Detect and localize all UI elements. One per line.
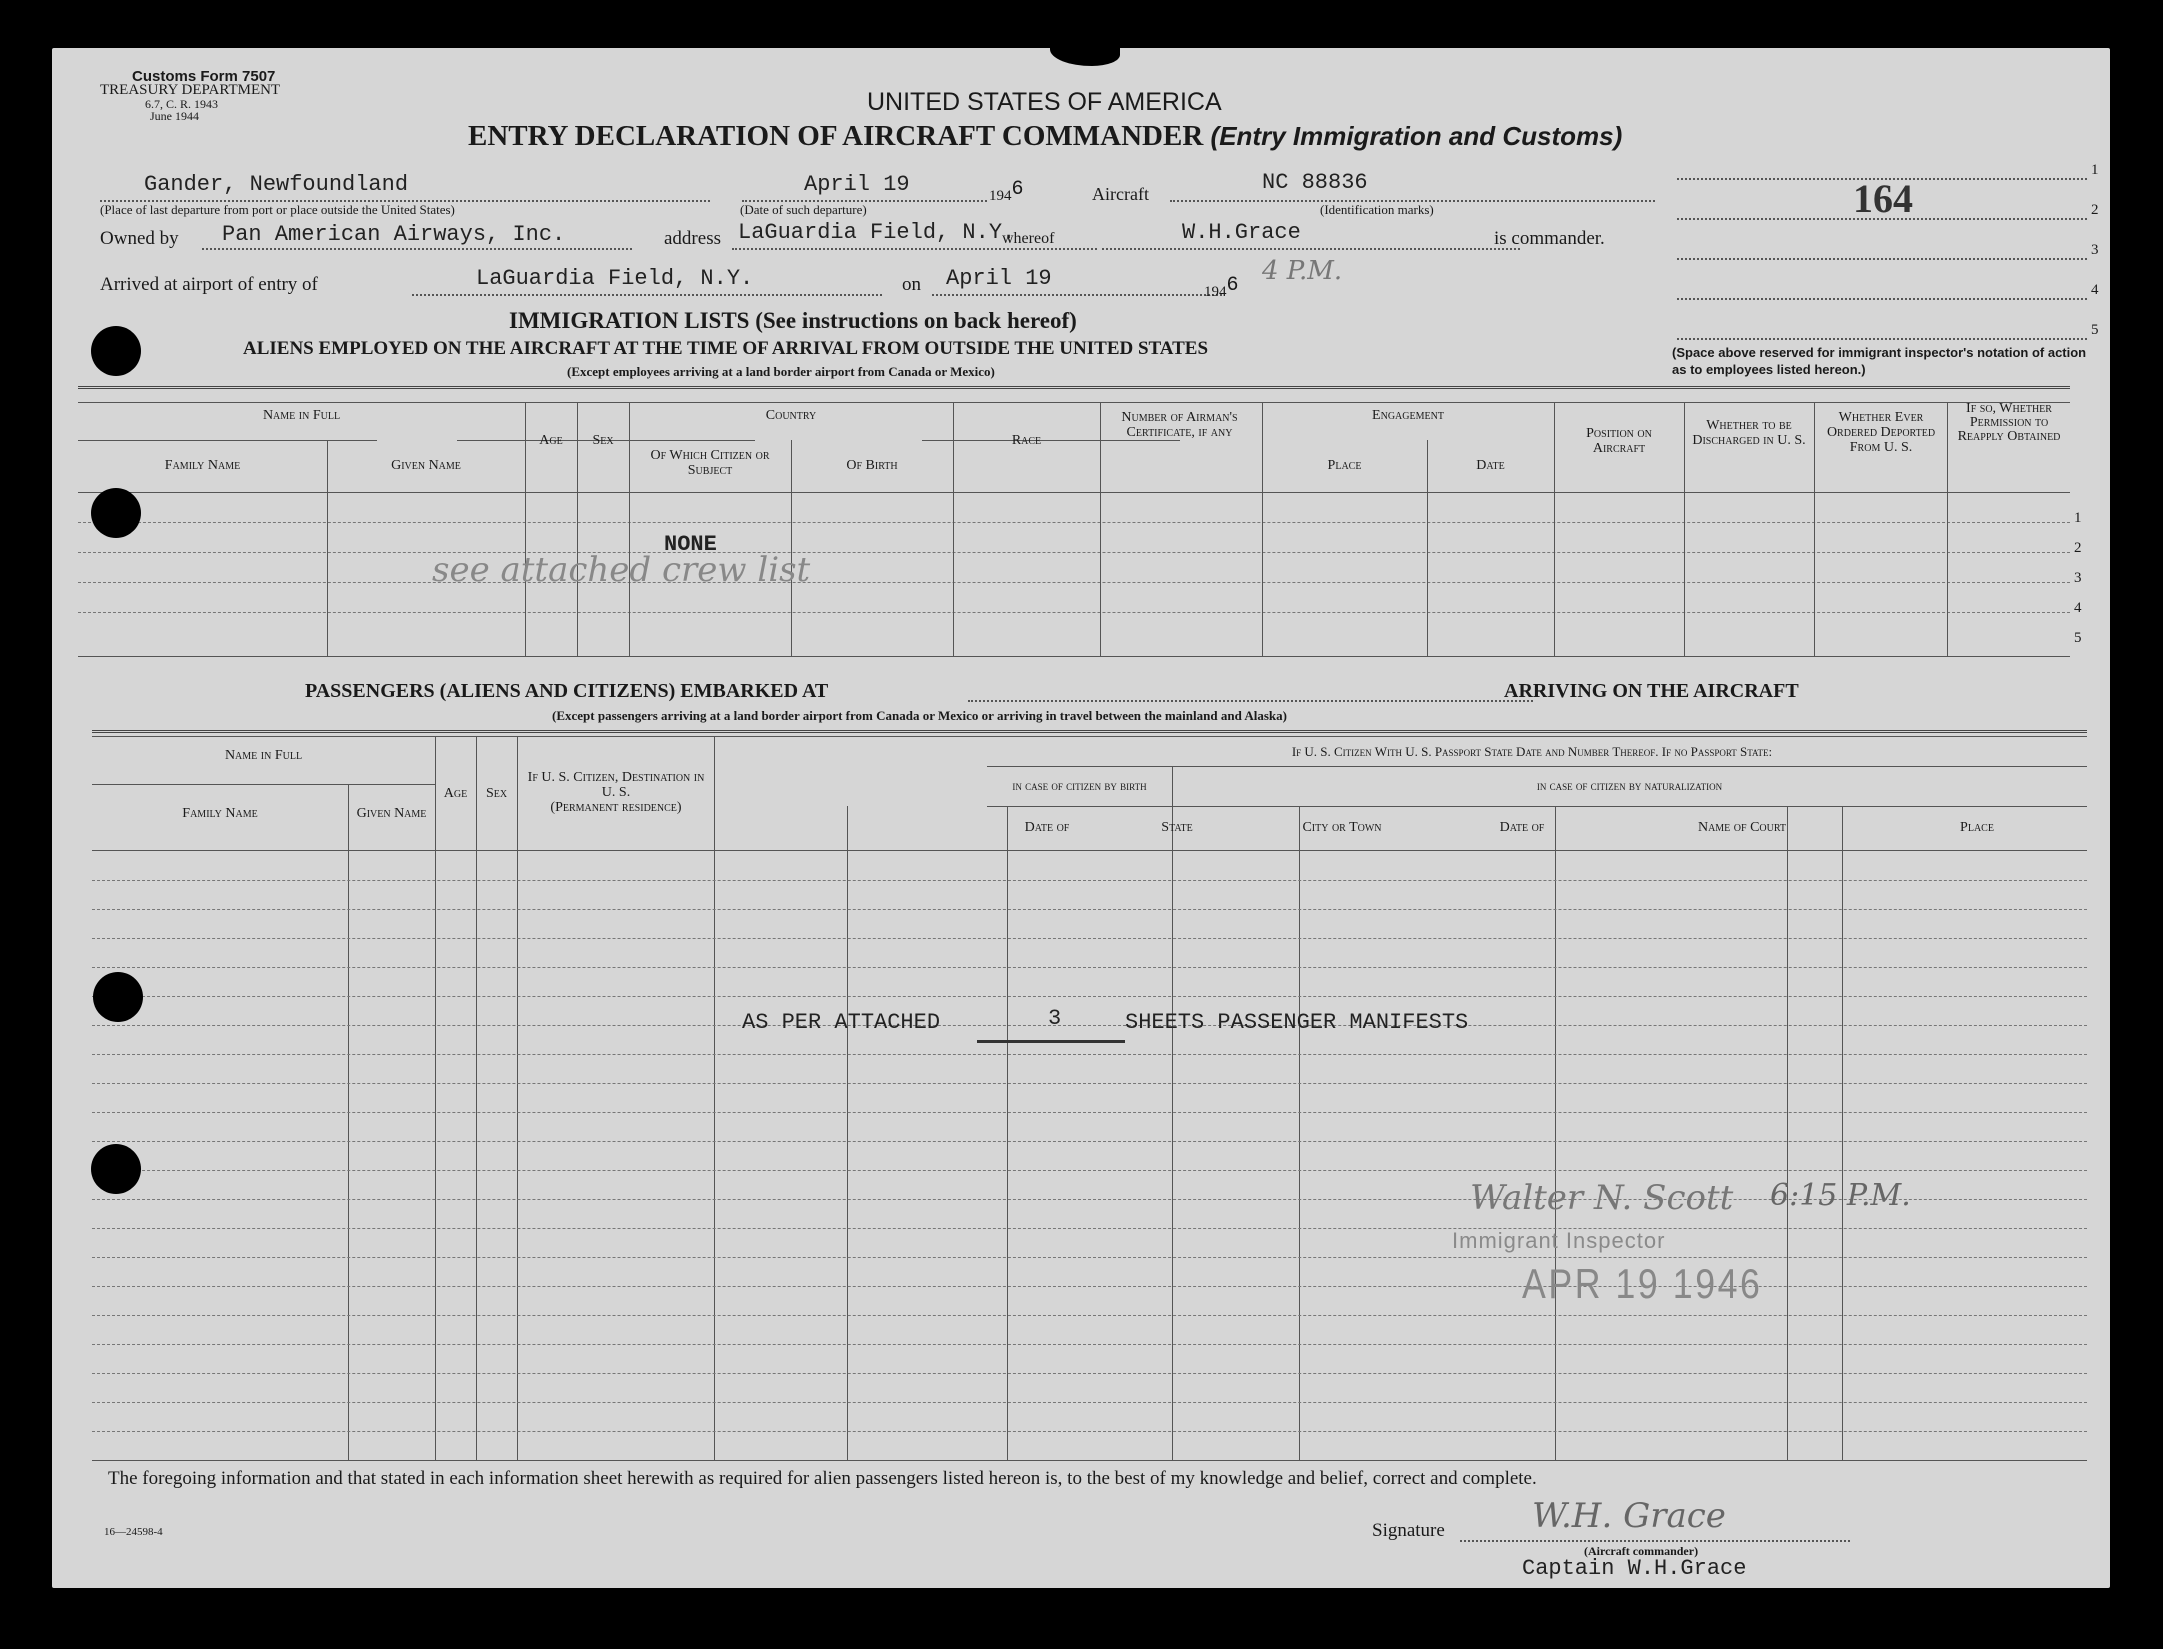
arrival-airport-value: LaGuardia Field, N.Y. — [476, 266, 754, 291]
crew-row-number: 4 — [2074, 600, 2082, 616]
regulation-label: 6.7, C. R. 1943 — [145, 97, 219, 111]
inspector-line-number: 1 — [2091, 162, 2099, 178]
arrived-label: Arrived at airport of entry of — [100, 274, 318, 295]
passenger-row-rule — [92, 1112, 2087, 1113]
inspector-note: (Space above reserved for immigrant inspector's notation of action as to employees listed hereon.) — [1672, 345, 2087, 377]
col-family-name: Family Name — [164, 458, 241, 473]
crew-row-number: 3 — [2074, 570, 2082, 586]
whereof-label: whereof — [1002, 230, 1055, 247]
pcol-date-of-2: Date of — [1499, 820, 1545, 835]
signature-label: Signature — [1372, 1520, 1445, 1541]
inspector-signature: Walter N. Scott — [1470, 1178, 1734, 1218]
pcol-age: Age — [443, 786, 468, 801]
pcol-passport: If U. S. Citizen With U. S. Passport State Date and Number Thereof. If no Passport State: — [1291, 744, 1773, 759]
punch-hole — [91, 488, 141, 538]
col-country: Country — [765, 408, 817, 423]
crew-row-number: 5 — [2074, 630, 2082, 646]
passengers-heading: PASSENGERS (ALIENS AND CITIZENS) EMBARKED AT — [305, 680, 829, 702]
inspector-line-number: 4 — [2091, 282, 2099, 298]
pcol-by-birth: in case of citizen by birth — [1012, 778, 1147, 793]
last-departure-value: Gander, Newfoundland — [144, 172, 409, 197]
aircraft-marks-caption: (Identification marks) — [1320, 202, 1434, 217]
owner-address-value: LaGuardia Field, N.Y. — [738, 220, 1016, 245]
col-deported: Whether Ever Ordered Deported From U. S. — [1826, 410, 1936, 455]
col-discharged: Whether to be Discharged in U. S. — [1692, 418, 1806, 448]
col-citizen-of: Of Which Citizen or Subject — [650, 448, 770, 478]
arrival-date-value: April 19 — [946, 266, 1052, 291]
inspector-line-number: 3 — [2091, 242, 2099, 258]
col-sex: Sex — [592, 433, 614, 448]
pcol-city: City or Town — [1302, 820, 1382, 835]
col-of-birth: Of Birth — [846, 458, 898, 473]
pcol-court: Name of Court — [1697, 820, 1787, 835]
inspector-line-number: 5 — [2091, 322, 2099, 338]
commander-typed-name: Captain W.H.Grace — [1522, 1556, 1747, 1581]
passenger-sheet-count: 3 — [1048, 1006, 1062, 1031]
print-code: 16—24598-4 — [104, 1526, 163, 1538]
passenger-row-rule — [92, 1286, 2087, 1287]
passenger-row-rule — [92, 909, 2087, 910]
country-heading: UNITED STATES OF AMERICA — [867, 88, 1222, 116]
passenger-row-rule — [92, 1141, 2087, 1142]
form-sheet — [52, 48, 2110, 1588]
pcol-name-in-full: Name in Full — [224, 748, 303, 763]
pcol-family-name: Family Name — [182, 806, 258, 821]
passengers-note: (Except passengers arriving at a land border airport from Canada or Mexico or arriving in travel between the mainland and Alaska) — [552, 708, 1287, 723]
pcol-destination: If U. S. Citizen, Destination in U. S. — [527, 770, 705, 800]
passenger-row-rule — [92, 880, 2087, 881]
passenger-row-rule — [92, 938, 2087, 939]
passenger-row-rule — [92, 1431, 2087, 1432]
last-departure-caption: (Place of last departure from port or place outside the United States) — [100, 202, 455, 217]
departure-date-caption: (Date of such departure) — [740, 202, 867, 217]
col-airman-certificate: Number of Airman's Certificate, if any — [1121, 410, 1238, 440]
inspector-time: 6:15 P.M. — [1770, 1178, 1911, 1213]
col-engagement-date: Date — [1476, 458, 1505, 473]
punch-hole — [91, 1144, 141, 1194]
passenger-row-rule — [92, 1373, 2087, 1374]
immigration-subheading: ALIENS EMPLOYED ON THE AIRCRAFT AT THE TIME OF ARRIVAL FROM OUTSIDE THE UNITED STATES — [243, 338, 1209, 359]
pcol-given-name: Given Name — [356, 806, 427, 821]
col-name-in-full: Name in Full — [262, 408, 341, 423]
passenger-row-rule — [92, 1170, 2087, 1171]
pcol-destination-sub: (Permanent residence) — [550, 800, 682, 815]
passenger-row-rule — [92, 1402, 2087, 1403]
aircraft-marks-value: NC 88836 — [1262, 170, 1368, 195]
passenger-row-rule — [92, 1315, 2087, 1316]
crew-row-number: 2 — [2074, 540, 2082, 556]
passenger-row-rule — [92, 1257, 2087, 1258]
crew-typed-none: NONE — [664, 532, 717, 557]
commander-signature: W.H. Grace — [1532, 1496, 1726, 1536]
on-label: on — [902, 274, 921, 295]
pcol-date-of: Date of — [1024, 820, 1070, 835]
is-commander-label: is commander. — [1494, 228, 1605, 249]
departure-year: $194^6$ — [989, 178, 1024, 204]
passenger-row-rule — [92, 1228, 2087, 1229]
immigration-heading: IMMIGRATION LISTS (See instructions on back hereof) — [509, 308, 1077, 333]
punch-hole — [91, 326, 141, 376]
pcol-by-naturalization: in case of citizen by naturalization — [1536, 778, 1723, 793]
col-given-name: Given Name — [391, 458, 461, 473]
arrival-year: $194^6$ — [1204, 274, 1239, 300]
crew-row-number: 1 — [2074, 510, 2082, 526]
passenger-row-rule — [92, 1083, 2087, 1084]
owner-value: Pan American Airways, Inc. — [222, 222, 566, 247]
form-date-label: June 1944 — [150, 109, 199, 123]
passenger-row-rule — [92, 996, 2087, 997]
aircraft-label: Aircraft — [1092, 184, 1149, 204]
passenger-row-rule — [92, 967, 2087, 968]
address-label: address — [664, 228, 721, 249]
passenger-row-rule — [92, 1054, 2087, 1055]
pcol-place: Place — [1960, 820, 1994, 835]
passenger-typed-prefix: AS PER ATTACHED — [742, 1010, 941, 1035]
inspector-title-stamp: Immigrant Inspector — [1452, 1228, 1666, 1253]
form-title: ENTRY DECLARATION OF AIRCRAFT COMMANDER (Entry Immigration and Customs) — [468, 120, 1623, 152]
col-engagement: Engagement — [1372, 408, 1444, 423]
punch-hole — [93, 972, 143, 1022]
departure-date-value: April 19 — [804, 172, 910, 197]
form-sheet-number: 164 — [1853, 176, 1913, 221]
commander-value: W.H.Grace — [1182, 220, 1301, 245]
crew-handwritten-note: see attached crew list — [432, 550, 811, 590]
arrival-date-stamp: APR 19 1946 — [1522, 1260, 1763, 1307]
arrival-time-handwritten: 4 P.M. — [1262, 256, 1343, 286]
declaration-text: The foregoing information and that stated in each information sheet herewith as required for alien passengers listed hereon is, to the best of my knowledge and belief, correct and complete. — [108, 1468, 1537, 1489]
col-engagement-place: Place — [1327, 458, 1362, 473]
department-label: TREASURY DEPARTMENT — [100, 82, 281, 98]
passenger-typed-suffix: SHEETS PASSENGER MANIFESTS — [1125, 1010, 1469, 1035]
col-permission: If so, Whether Permission to Reapply Obtained — [1957, 401, 2061, 444]
immigration-note: (Except employees arriving at a land border airport from Canada or Mexico) — [567, 364, 995, 379]
signature-caption: (Aircraft commander) — [1584, 1544, 1699, 1558]
pcol-sex: Sex — [485, 786, 508, 801]
col-race: Race — [1011, 433, 1042, 448]
passengers-heading-right: ARRIVING ON THE AIRCRAFT — [1504, 680, 1799, 702]
sheet-count-underline — [977, 1040, 1125, 1043]
passenger-row-rule — [92, 1025, 2087, 1026]
inspector-line-number: 2 — [2091, 202, 2099, 218]
pcol-state: State — [1161, 820, 1193, 835]
owned-by-label: Owned by — [100, 228, 179, 249]
col-position: Position on Aircraft — [1586, 426, 1652, 456]
form-number-label: Customs Form 7507 — [132, 68, 276, 85]
passenger-row-rule — [92, 1344, 2087, 1345]
col-age: Age — [539, 433, 563, 448]
